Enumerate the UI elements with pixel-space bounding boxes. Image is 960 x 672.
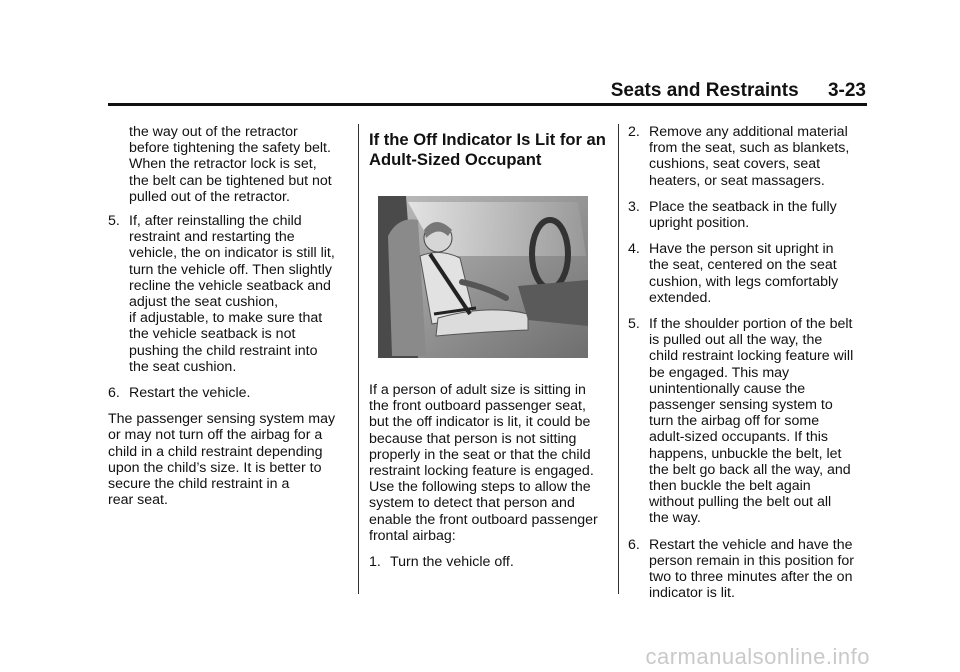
text-line: because that person is not sitting [369, 430, 577, 447]
text-line: vehicle, the on indicator is still lit, [129, 245, 335, 262]
text-line: upright position. [649, 215, 750, 232]
step-number: 5. [628, 316, 640, 333]
text-line: the front outboard passenger seat, [369, 398, 586, 415]
step-5 [108, 213, 346, 375]
step-number: 6. [628, 536, 640, 553]
text-line: pulled out of the retractor. [129, 188, 290, 205]
text-line: Place the seatback in the fully [649, 198, 837, 215]
text-line: or may not turn off the airbag for a [108, 427, 323, 444]
column-divider [618, 124, 619, 594]
column-1 [108, 124, 346, 518]
text-line: Have the person sit upright in [649, 241, 834, 258]
text-line: If a person of adult size is sitting in [369, 382, 586, 398]
text-line: from the seat, such as blankets, [649, 140, 850, 157]
heading-line: Adult-Sized Occupant [369, 150, 542, 169]
text-line: cushions, seat covers, seat [649, 156, 821, 173]
text-line: before tightening the safety belt. [129, 140, 331, 157]
text-line: Restart the vehicle. [129, 385, 251, 402]
text-line: the belt can be tightened but not [129, 172, 332, 189]
heading-line: If the Off Indicator Is Lit for an [369, 130, 606, 149]
text-line: child restraint locking feature will [649, 348, 854, 365]
column-2 [369, 124, 607, 170]
text-line: if adjustable, to make sure that [129, 310, 323, 327]
text-line: indicator is lit. [649, 585, 735, 602]
text-line: the way out of the retractor [129, 124, 298, 140]
text-line: person remain in this position for [649, 552, 855, 569]
text-line: the belt go back all the way, and [649, 461, 851, 478]
step-5 [628, 316, 866, 527]
text-line: without pulling the belt out all [649, 494, 832, 511]
body-paragraph [108, 411, 346, 508]
step-1 [369, 554, 607, 570]
page-header [108, 80, 866, 102]
text-line: the way. [649, 510, 701, 527]
text-line: The passenger sensing system may [108, 411, 336, 428]
step-number: 6. [108, 385, 120, 402]
text-line: be engaged. This may [649, 364, 790, 381]
text-line: two to three minutes after the on [649, 569, 853, 586]
text-line: turn the airbag off for some [649, 413, 820, 430]
watermark: carmanualsonline.info [645, 644, 870, 669]
text-line: cushion, with legs comfortably [649, 273, 839, 290]
text-line: unintentionally cause the [649, 380, 806, 397]
text-line: is pulled out all the way, the [649, 332, 823, 349]
step-6 [108, 385, 346, 401]
text-line: system to detect that person and [369, 495, 575, 512]
text-line: happens, unbuckle the belt, let [649, 445, 842, 462]
step-4 [628, 241, 866, 306]
step-3 [628, 199, 866, 231]
body-paragraph [369, 382, 607, 544]
text-line: Use the following steps to allow the [369, 479, 591, 496]
text-line: enable the front outboard passenger [369, 511, 598, 528]
page-number: 3-23 [827, 80, 866, 101]
column-2-body [369, 382, 607, 580]
step-number: 1. [369, 554, 381, 571]
step-2 [628, 124, 866, 189]
text-line: child in a child restraint depending [108, 443, 323, 460]
text-line: Remove any additional material [649, 124, 848, 140]
text-line: pushing the child restraint into [129, 342, 318, 359]
text-line: then buckle the belt again [649, 478, 811, 495]
dashboard-shape [518, 280, 588, 326]
section-title: Seats and Restraints [610, 80, 799, 101]
text-line: passenger sensing system to [649, 397, 833, 414]
text-line: extended. [649, 289, 712, 306]
text-line: frontal airbag: [369, 527, 456, 544]
text-line: the vehicle seatback is not [129, 326, 296, 343]
occupant-illustration [378, 196, 588, 358]
text-line: heaters, or seat massagers. [649, 172, 825, 189]
step-6 [628, 537, 866, 602]
text-line: secure the child restraint in a [108, 476, 290, 493]
text-line: restraint locking feature is engaged. [369, 463, 594, 480]
step-number: 2. [628, 124, 640, 140]
section-heading [369, 130, 607, 170]
text-line: If, after reinstalling the child [129, 213, 302, 230]
text-line: Restart the vehicle and have the [649, 536, 853, 553]
column-3 [628, 124, 866, 611]
step-number: 4. [628, 241, 640, 258]
text-line: restraint and restarting the [129, 229, 295, 246]
header-rule [108, 103, 867, 106]
text-line: the seat, centered on the seat [649, 257, 837, 274]
step-number: 3. [628, 198, 640, 215]
step-number: 5. [108, 213, 120, 230]
text-line: When the retractor lock is set, [129, 156, 317, 173]
text-line: adult-sized occupants. If this [649, 429, 829, 446]
continued-step-text [108, 124, 346, 205]
column-divider [358, 124, 359, 594]
text-line: Turn the vehicle off. [390, 554, 514, 571]
text-line: rear seat. [108, 492, 168, 509]
text-line: recline the vehicle seatback and [129, 277, 331, 294]
text-line: adjust the seat cushion, [129, 294, 279, 311]
text-line: If the shoulder portion of the belt [649, 316, 853, 333]
text-line: upon the child’s size. It is better to [108, 459, 322, 476]
text-line: but the off indicator is lit, it could be [369, 414, 591, 431]
text-line: turn the vehicle off. Then slightly [129, 261, 332, 278]
text-line: properly in the seat or that the child [369, 446, 591, 463]
text-line: the seat cushion. [129, 358, 237, 375]
